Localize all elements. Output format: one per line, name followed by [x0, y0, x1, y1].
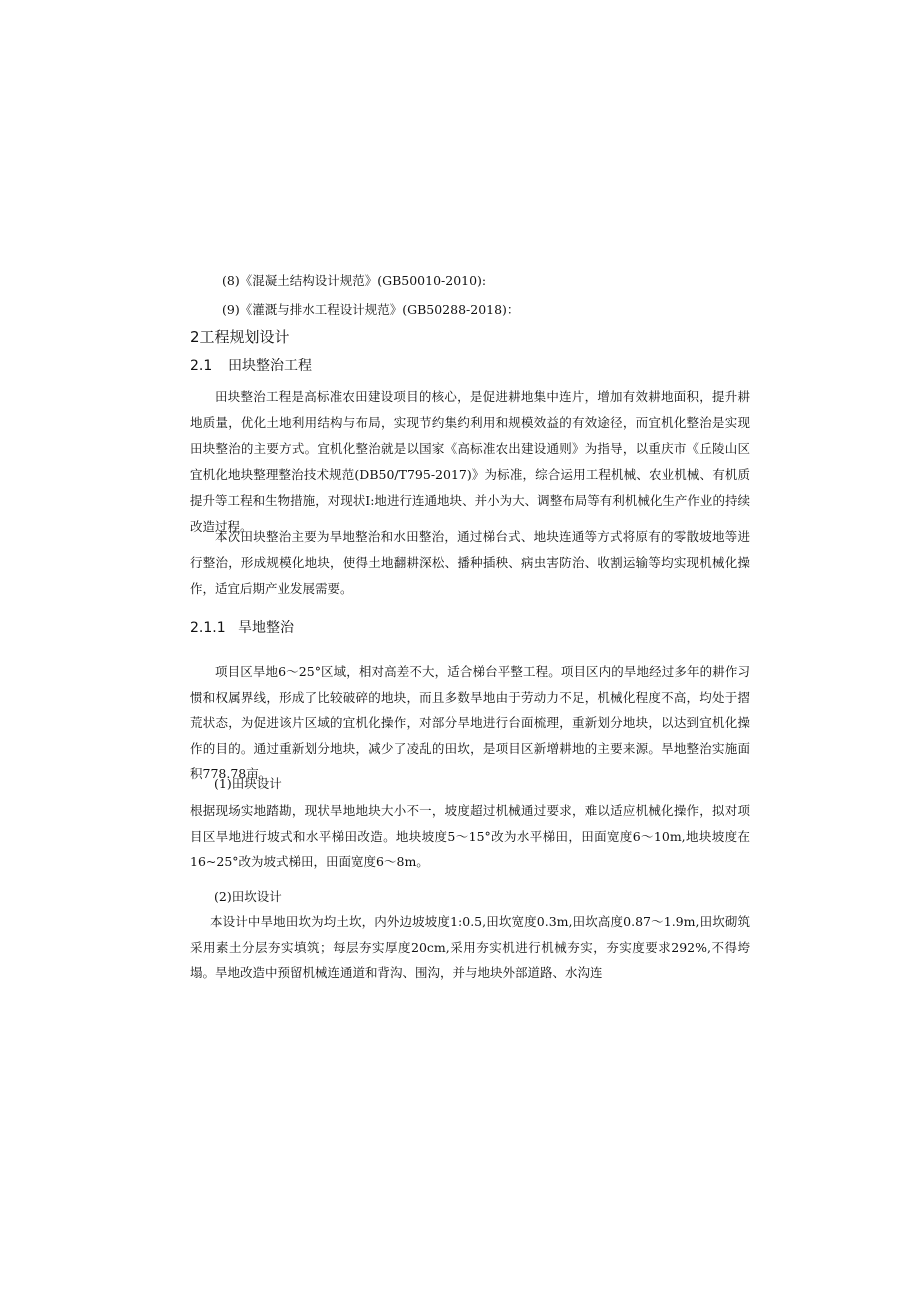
- chapter-title: 2工程规划设计: [190, 328, 290, 346]
- item-1-label: (1)田块设计: [214, 776, 282, 791]
- reference-item-8: (8)《混凝土结构设计规范》(GB50010-2010):: [222, 273, 487, 288]
- subsection-number: 2.1.1: [190, 620, 226, 636]
- item-2-text: 本设计中旱地田坎为均土坎，内外边坡坡度1:0.5,田坎宽度0.3m,田坎高度0.87～1.9m,田坎砌筑采用素土分层夯实填筑；每层夯实厚度20cm,采用夯实机进行机械夯实，夯实度要求292%,不得垮塌。旱地改造中预留机械连通道和背沟、围沟，并与地块外部道路、水沟连: [190, 914, 750, 980]
- section-heading: [190, 356, 312, 376]
- section-number: 2.1: [190, 358, 213, 374]
- item-1-text: 根据现场实地踏勘，现状旱地地块大小不一，坡度超过机械通过要求，难以适应机械化操作，拟对项目区旱地进行坡式和水平梯田改造。地块坡度5～15°改为水平梯田，田面宽度6～10m,地块坡度在16~25°改为坡式梯田，田面宽度6～8m。: [190, 803, 750, 869]
- subsection-heading: [190, 618, 294, 638]
- subsection-title: 旱地整治: [238, 620, 294, 636]
- section-paragraph-2: 本次田块整治主要为旱地整治和水田整治，通过梯台式、地块连通等方式将原有的零散坡地等进行整治，形成规模化地块，使得土地翻耕深松、播种插秧、病虫害防治、收割运输等均实现机械化操作，适宜后期产业发展需要。: [190, 529, 750, 596]
- section-paragraph-1: 田块整治工程是高标准农田建设项目的核心，是促进耕地集中连片，增加有效耕地面积，提升耕地质量，优化土地利用结构与布局，实现节约集约利用和规模效益的有效途径，而宜机化整治是实现田块整治的主要方式。宜机化整治就是以国家《高标准农出建设通则》为指导，以重庆市《丘陵山区宜机化地块整理整治技术规范(DB50/T795-2017)》为标准，综合运用工程机械、农业机械、有机质提升等工程和生物措施，对现状I:地进行连通地块、并小为大、调整布局等有利机械化生产作业的持续改造过程。: [190, 389, 750, 534]
- reference-item-9: (9)《灌溉与排水工程设计规范》(GB50288-2018)：: [222, 302, 520, 317]
- section-title: 田块整治工程: [228, 358, 312, 374]
- subsection-paragraph: 项目区旱地6～25°区域，相对高差不大，适合梯台平整工程。项目区内的旱地经过多年的耕作习惯和权属界线，形成了比较破碎的地块，而且多数旱地由于劳动力不足，机械化程度不高，均处于摺荒状态，为促进该片区域的宜机化操作，对部分旱地进行台面梳理，重新划分地块，以达到宜机化操作的目的。通过重新划分地块，减少了凌乱的田坎，是项目区新增耕地的主要来源。旱地整治实施面积778.78亩。: [190, 664, 750, 781]
- item-2-label: (2)田坎设计: [214, 889, 282, 904]
